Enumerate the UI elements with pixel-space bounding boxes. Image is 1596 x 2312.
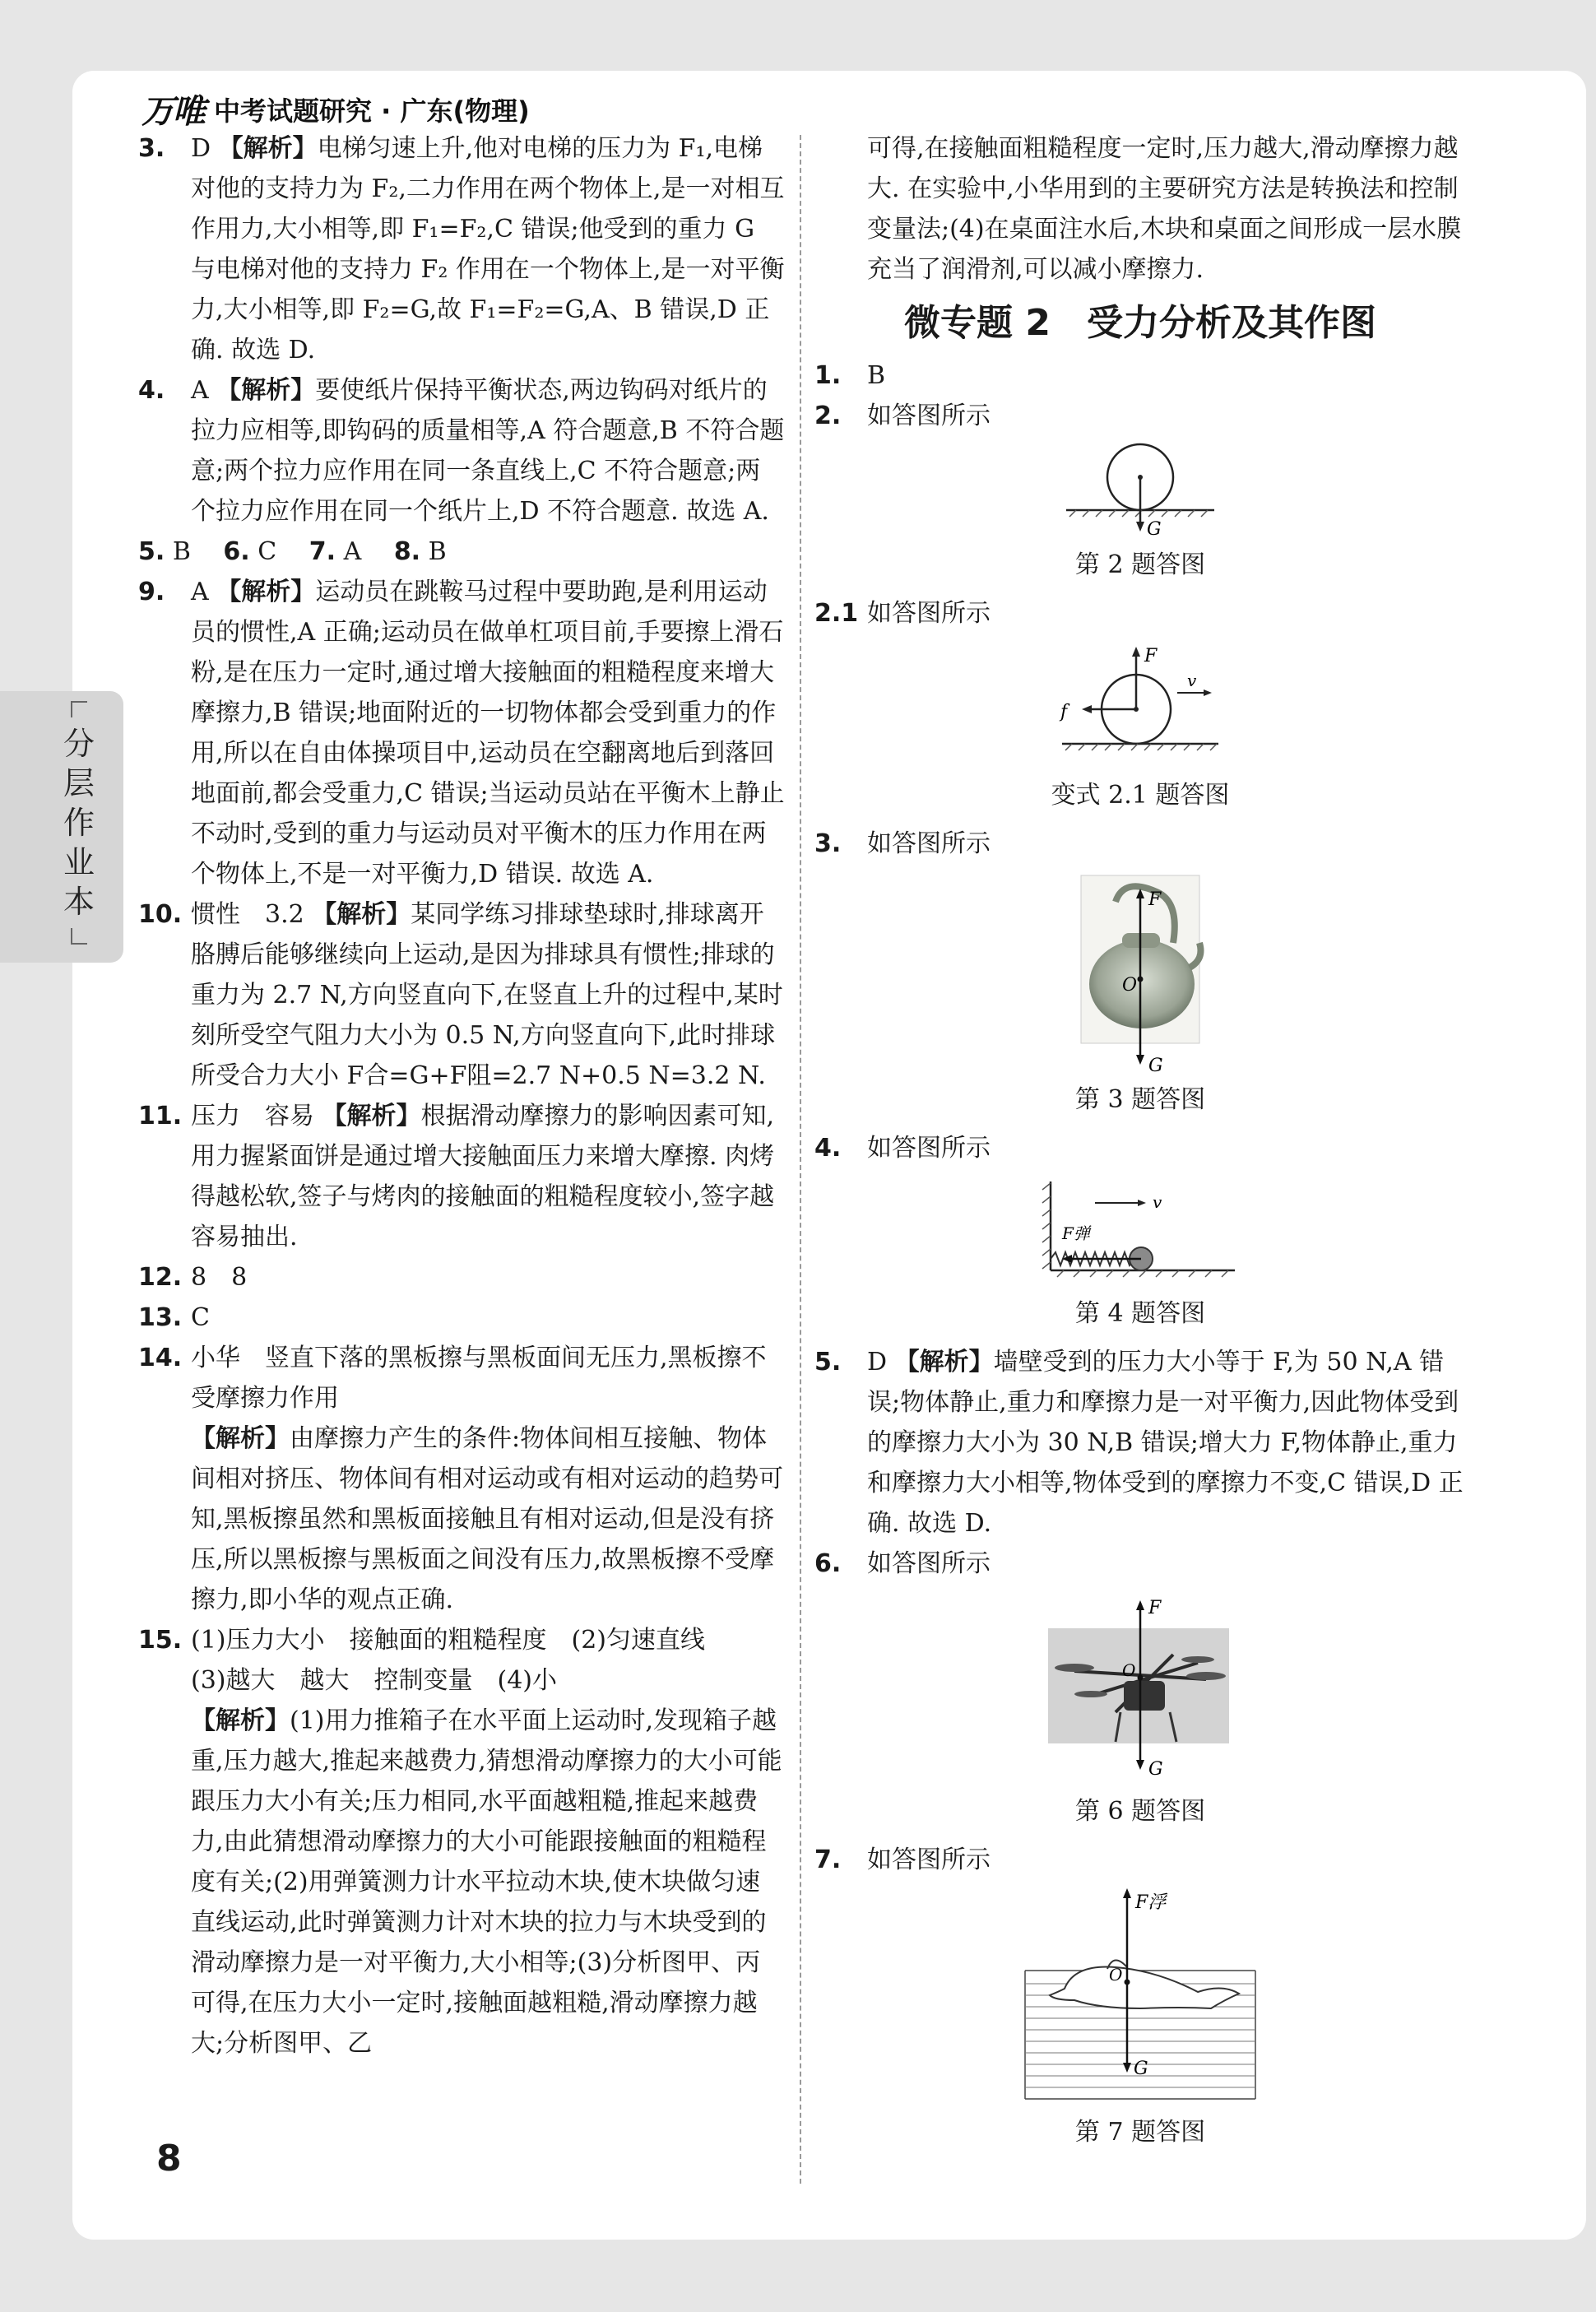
q-number: 7.: [309, 537, 336, 566]
answer-r7: [814, 1840, 1466, 1880]
analysis-tag: 【解析】: [218, 134, 318, 163]
page-header: [142, 86, 530, 132]
figure-2-diagram: [1058, 441, 1223, 540]
q-answer: A: [191, 578, 209, 606]
point-O-label: O: [1122, 1660, 1136, 1680]
gravity-label: G: [1134, 2059, 1148, 2079]
gravity-label: G: [1147, 519, 1162, 540]
analysis-text: 电梯匀速上升,他对电梯的压力为 F₁,电梯对他的支持力为 F₂,二力作用在两个物体上,是一对相互作用力,大小相等,即 F₁=F₂,C 错误;他受到的重力 G 与电梯对他的支持力 F₂ 作用在一个物体上,是一对平衡力,大小相等,即 F₂=G,故 F₁=F₂=G,A、B 错误,D 正确. 故选 D.: [191, 134, 785, 364]
analysis-text: 要使纸片保持平衡状态,两边钩码对纸片的拉力应相等,即钩码的质量相等,A 符合题意,B 不符合题意;两个拉力应作用在同一条直线上,C 不符合题意;两个拉力应作用在同一个纸片上,D 不符合题意. 故选 A.: [191, 376, 785, 526]
answer-14: [138, 1338, 785, 1418]
q-answer: 如答图所示: [867, 599, 991, 628]
answer-r2: [814, 396, 1466, 436]
q-answer: 压力 容易: [191, 1102, 314, 1130]
q-answer: B: [867, 361, 886, 390]
q-answer: 如答图所示: [867, 402, 991, 430]
analysis-tag: 【解析】: [216, 578, 316, 606]
q-number: 10.: [138, 900, 183, 929]
q-answer: D: [867, 1348, 888, 1377]
q-answer: (1)压力大小 接触面的粗糙程度 (2)匀速直线: [191, 1626, 705, 1655]
q-answer: 惯性 3.2: [191, 900, 304, 929]
q-number: 3.: [138, 134, 165, 163]
answer-4: [138, 370, 785, 532]
analysis-tag: 【解析】: [894, 1348, 994, 1377]
section-title: 微专题 2 受力分析及其作图: [904, 302, 1376, 344]
answer-r5: [814, 1342, 1466, 1544]
point-O-label: O: [1122, 975, 1138, 996]
buoyancy-label: F浮: [1135, 1892, 1167, 1913]
figure-caption: 变式 2.1 题答图: [1051, 781, 1230, 810]
answer-12: [138, 1257, 785, 1298]
q-number: 13.: [138, 1303, 183, 1332]
analysis-tag: 【解析】: [191, 1424, 290, 1453]
answer-r6: [814, 1544, 1466, 1584]
q-number: 5.: [138, 537, 165, 566]
answer-15-analysis: [138, 1701, 785, 2064]
answers-5-8: [138, 532, 785, 572]
brand-logo: 万唯: [142, 93, 204, 131]
q-answer: A: [343, 537, 362, 566]
q-number: 4.: [138, 376, 165, 405]
q-number: 14.: [138, 1344, 183, 1372]
q-number: 15.: [138, 1626, 183, 1655]
q-number: 9.: [138, 578, 165, 606]
q-answer: D: [191, 134, 211, 163]
friction-f-label: f: [1060, 702, 1068, 722]
q-answer: 如答图所示: [867, 1845, 991, 1874]
force-F-label: F: [1144, 646, 1158, 666]
analysis-text: 墙壁受到的压力大小等于 F,为 50 N,A 错误;物体静止,重力和摩擦力是一对平衡力,因此物体受到的摩擦力大小为 30 N,B 错误;增大力 F,物体静止,重力和摩擦力大小相等,物体受到的摩擦力不变,C 错误,D 正确. 故选 D.: [867, 1348, 1464, 1538]
q-answer: 小华 竖直下落的黑板擦与黑板面间无压力,黑板擦不受摩擦力作用: [191, 1344, 767, 1413]
velocity-label: v: [1187, 671, 1197, 690]
q-number: 11.: [138, 1102, 183, 1130]
q-answer: 如答图所示: [867, 1134, 991, 1163]
analysis-tag: 【解析】: [191, 1706, 290, 1735]
q-answer: C: [257, 537, 277, 566]
right-column: [814, 128, 1466, 2161]
answer-11: [138, 1096, 785, 1257]
answer-15-continued: 可得,在接触面粗糙程度一定时,压力越大,滑动摩擦力越大. 在实验中,小华用到的主要研究方法是转换法和控制变量法;(4)在桌面注水后,木块和桌面之间形成一层水膜充当了润滑剂,可以减小摩擦力.: [867, 134, 1462, 284]
figure-4-spring-ball: [1037, 1173, 1243, 1288]
figure-caption: 第 7 题答图: [1074, 2118, 1206, 2147]
q-answer: (3)越大 越大 控制变量 (4)小: [191, 1666, 557, 1695]
side-bracket-top: [71, 701, 87, 717]
answer-10: [138, 894, 785, 1096]
q-number: 5.: [814, 1348, 842, 1377]
answer-13: [138, 1298, 785, 1338]
q-number: 3.: [814, 829, 842, 858]
answer-3: [138, 128, 785, 370]
analysis-text: 某同学练习排球垫球时,排球离开胳膊后能够继续向上运动,是因为排球具有惯性;排球的重力为 2.7 N,方向竖直向下,在竖直上升的过程中,某时刻所受空气阻力大小为 0.5 N,方向竖直向下,此时排球所受合力大小 F合=G+F阻=2.7 N+0.5 N=3.2 N.: [191, 900, 783, 1090]
gravity-label: G: [1148, 1056, 1163, 1075]
q-number: 6.: [814, 1549, 842, 1578]
answer-r2-1: [814, 593, 1466, 634]
q-number: 7.: [814, 1845, 842, 1874]
q-number: 12.: [138, 1263, 183, 1292]
figure-caption: 第 6 题答图: [1074, 1797, 1206, 1826]
q-answer: 如答图所示: [867, 1549, 991, 1578]
header-title: 中考试题研究 · 广东(物理): [214, 95, 530, 127]
velocity-label: v: [1153, 1192, 1162, 1212]
answer-r1: [814, 355, 1466, 396]
answer-15: [138, 1620, 785, 1701]
figure-2-1-diagram: [1046, 638, 1235, 770]
spring-force-label: F弹: [1062, 1223, 1090, 1243]
figure-caption: 第 4 题答图: [1074, 1299, 1206, 1328]
gravity-label: G: [1148, 1759, 1163, 1780]
side-tab-label: 分层作业本: [63, 726, 95, 920]
q-number: 1.: [814, 361, 842, 390]
force-F-label: F: [1148, 889, 1162, 910]
q-answer: 如答图所示: [867, 829, 991, 858]
analysis-text: 由摩擦力产生的条件:物体间相互接触、物体间相对挤压、物体间有相对运动或有相对运动的趋势可知,黑板擦虽然和黑板面接触且有相对运动,但是没有挤压,所以黑板擦与黑板面之间没有压力,故黑板擦不受摩擦力,即小华的观点正确.: [191, 1424, 783, 1614]
side-tab: [0, 691, 123, 963]
answer-r4: [814, 1128, 1466, 1168]
q-answer: B: [428, 537, 447, 566]
analysis-tag: 【解析】: [312, 900, 411, 929]
q-number: 8.: [393, 537, 421, 566]
left-column: [138, 128, 785, 2064]
analysis-text: 运动员在跳鞍马过程中要助跑,是利用运动员的惯性,A 正确;运动员在做单杠项目前,手要擦上滑石粉,是在压力一定时,通过增大接触面的粗糙程度来增大摩擦力,B 错误;地面附近的一切物体都会受到重力的作用,所以在自由体操项目中,运动员在空翻离地后到落回地面前,都会受重力,C 错误;当运动员站在平衡木上静止不动时,受到的重力与运动员对平衡木的压力作用在两个物体上,不是一对平衡力,D 错误. 故选 A.: [191, 578, 785, 889]
answer-9: [138, 572, 785, 894]
point-O-label: O: [1109, 1965, 1123, 1985]
q-number: 4.: [814, 1134, 842, 1163]
q-number: 2.: [814, 402, 842, 430]
q-answer: B: [172, 537, 191, 566]
figure-3-teapot: [1074, 869, 1206, 1075]
analysis-tag: 【解析】: [322, 1102, 421, 1130]
column-divider: [800, 135, 801, 2184]
analysis-text: 根据滑动摩擦力的影响因素可知,用力握紧面饼是通过增大接触面压力来增大摩擦. 肉烤得越松软,签子与烤肉的接触面的粗糙程度较小,签字越容易抽出.: [191, 1102, 775, 1251]
answer-r3: [814, 824, 1466, 864]
analysis-text: (1)用力推箱子在水平面上运动时,发现箱子越重,压力越大,推起来越费力,猜想滑动摩擦力的大小可能跟压力大小有关;压力相同,水平面越粗糙,推起来越费力,由此猜想滑动摩擦力的大小可能跟接触面的粗糙程度有关;(2)用弹簧测力计水平拉动木块,使木块做匀速直线运动,此时弹簧测力计对木块的拉力与木块受到的滑动摩擦力是一对平衡力,大小相等;(3)分析图甲、丙可得,在压力大小一定时,接触面越粗糙,滑动摩擦力越大;分析图甲、乙: [191, 1706, 782, 2058]
answer-14-analysis: [138, 1418, 785, 1620]
figure-6-drone: [1042, 1589, 1239, 1786]
side-bracket-bottom: [71, 928, 87, 945]
figure-caption: 第 2 题答图: [1074, 550, 1206, 579]
force-F-label: F: [1148, 1598, 1162, 1618]
q-answer: C: [191, 1303, 210, 1332]
figure-caption: 第 3 题答图: [1074, 1085, 1206, 1114]
analysis-tag: 【解析】: [216, 376, 316, 405]
q-number: 2.1: [814, 599, 859, 628]
q-number: 6.: [223, 537, 250, 566]
page-number: 8: [156, 2138, 182, 2180]
q-answer: 8 8: [191, 1263, 248, 1292]
q-answer: A: [191, 376, 209, 405]
figure-7-dolphin: [1017, 1885, 1264, 2107]
